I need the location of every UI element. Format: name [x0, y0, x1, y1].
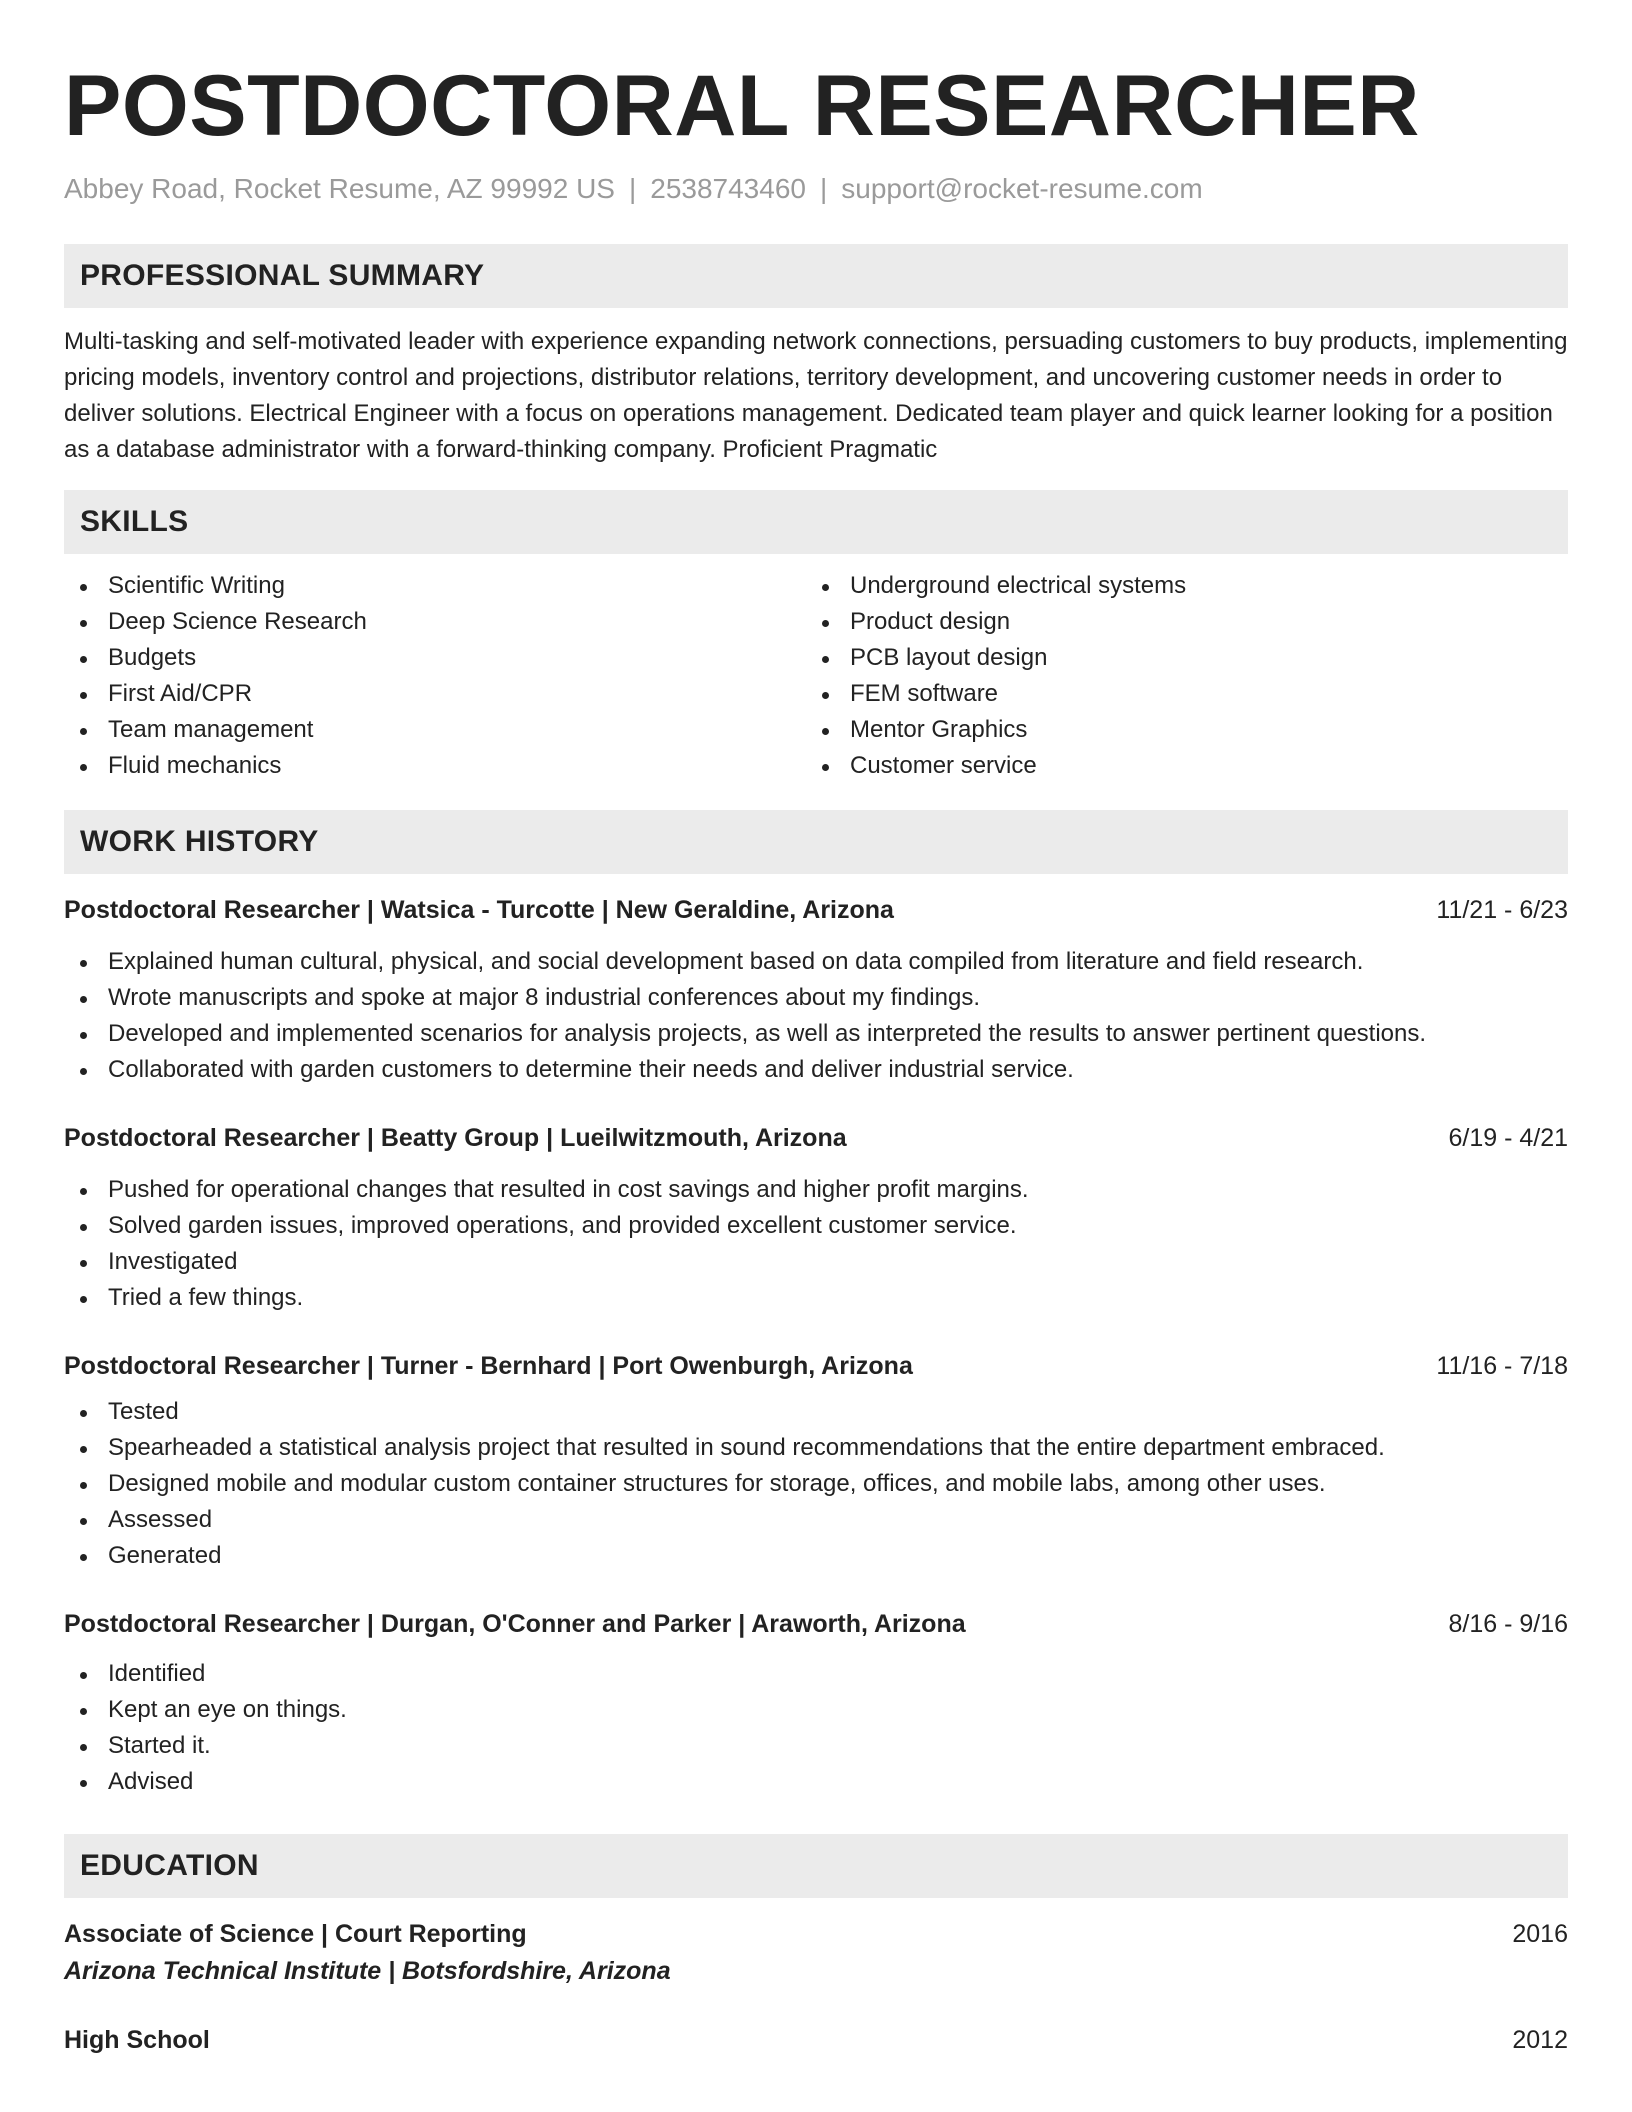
job-title: Postdoctoral Researcher | Watsica - Turcotte | New Geraldine, Arizona: [64, 896, 894, 924]
degree-title: Associate of Science | Court Reporting: [64, 1920, 527, 1948]
job-bullet: Developed and implemented scenarios for analysis projects, as well as interpreted the results to answer pertinent questions.: [64, 1016, 1568, 1052]
job-bullets: [64, 1394, 1568, 1574]
job-bullet: Tried a few things.: [64, 1280, 1568, 1316]
job-date: 8/16 - 9/16: [1448, 1610, 1568, 1638]
skills-list: [64, 568, 1568, 784]
job-title: Postdoctoral Researcher | Durgan, O'Conner and Parker | Araworth, Arizona: [64, 1610, 966, 1638]
job-entry: [64, 1120, 1568, 1316]
skill-item: Scientific Writing: [64, 568, 806, 604]
education-entry: [64, 1916, 1568, 1990]
summary-section-header: [64, 244, 1568, 308]
skill-item: Fluid mechanics: [64, 748, 806, 784]
job-header: [64, 892, 1568, 928]
skill-item: Customer service: [806, 748, 1548, 784]
job-header: [64, 1120, 1568, 1156]
contact-phone: 2538743460: [650, 173, 806, 204]
job-title: Postdoctoral Researcher | Turner - Bernhard | Port Owenburgh, Arizona: [64, 1352, 913, 1380]
job-bullets: [64, 944, 1568, 1088]
education-header: [64, 1916, 1568, 1952]
contact-address: Abbey Road, Rocket Resume, AZ 99992 US: [64, 173, 615, 204]
education-year: 2012: [1512, 2026, 1568, 2054]
job-entry: [64, 1606, 1568, 1800]
skill-item: PCB layout design: [806, 640, 1548, 676]
job-bullet: Explained human cultural, physical, and social development based on data compiled from literature and field research.: [64, 944, 1568, 980]
summary-text: Multi-tasking and self-motivated leader with experience expanding network connections, persuading customers to buy products, implementing pricing models, inventory control and projections, distributor relations, territory development, and uncovering customer needs in order to deliver solutions. Electrical Engineer with a focus on operations management. Dedicated team player and quick learner looking for a position as a database administrator with a forward-thinking company. Proficient Pragmatic: [64, 328, 1568, 463]
skill-item: Underground electrical systems: [806, 568, 1548, 604]
job-bullet: Spearheaded a statistical analysis project that resulted in sound recommendations that the entire department embraced.: [64, 1430, 1568, 1466]
work-section-header: [64, 810, 1568, 874]
job-date: 11/21 - 6/23: [1436, 896, 1568, 924]
education-header: [64, 2022, 1568, 2058]
job-bullet: Advised: [64, 1764, 1568, 1800]
job-entry: [64, 892, 1568, 1088]
degree-title: High School: [64, 2026, 210, 2054]
skills-section-header: [64, 490, 1568, 554]
education-year: 2016: [1512, 1920, 1568, 1948]
job-date: 6/19 - 4/21: [1448, 1124, 1568, 1152]
job-bullets: [64, 1172, 1568, 1316]
skill-item: Product design: [806, 604, 1548, 640]
job-bullet: Solved garden issues, improved operations, and provided excellent customer service.: [64, 1208, 1568, 1244]
job-header: [64, 1348, 1568, 1384]
job-bullet: Wrote manuscripts and spoke at major 8 industrial conferences about my findings.: [64, 980, 1568, 1016]
job-header: [64, 1606, 1568, 1642]
contact-line: [64, 172, 1568, 206]
skill-item: FEM software: [806, 676, 1548, 712]
job-bullet: Identified: [64, 1656, 1568, 1692]
contact-separator: |: [819, 173, 828, 204]
skill-item: First Aid/CPR: [64, 676, 806, 712]
job-bullet: Started it.: [64, 1728, 1568, 1764]
skill-item: Deep Science Research: [64, 604, 806, 640]
job-bullet: Tested: [64, 1394, 1568, 1430]
job-date: 11/16 - 7/18: [1436, 1352, 1568, 1380]
job-title: Postdoctoral Researcher | Beatty Group | Lueilwitzmouth, Arizona: [64, 1124, 847, 1152]
education-entry: [64, 2022, 1568, 2058]
work-heading: WORK HISTORY: [80, 825, 319, 858]
job-bullet: Pushed for operational changes that resulted in cost savings and higher profit margins.: [64, 1172, 1568, 1208]
summary-heading: PROFESSIONAL SUMMARY: [80, 259, 485, 292]
job-bullet: Kept an eye on things.: [64, 1692, 1568, 1728]
job-bullet: Designed mobile and modular custom container structures for storage, offices, and mobile labs, among other uses.: [64, 1466, 1568, 1502]
resume-name: POSTDOCTORAL RESEARCHER: [64, 58, 1420, 154]
skill-item: Mentor Graphics: [806, 712, 1548, 748]
job-bullets: [64, 1656, 1568, 1800]
education-section-header: [64, 1834, 1568, 1898]
job-entry: [64, 1348, 1568, 1574]
job-bullet: Assessed: [64, 1502, 1568, 1538]
education-heading: EDUCATION: [80, 1849, 259, 1882]
skills-column-left: [64, 568, 806, 784]
education-school: Arizona Technical Institute | Botsfordshire, Arizona: [64, 1957, 671, 1985]
contact-email: support@rocket-resume.com: [841, 173, 1203, 204]
resume-page: [64, 0, 1568, 2058]
job-bullet: Generated: [64, 1538, 1568, 1574]
skills-column-right: [806, 568, 1548, 784]
skill-item: Team management: [64, 712, 806, 748]
skills-heading: SKILLS: [80, 505, 189, 538]
job-bullet: Collaborated with garden customers to determine their needs and deliver industrial service.: [64, 1052, 1568, 1088]
job-bullet: Investigated: [64, 1244, 1568, 1280]
contact-separator: |: [628, 173, 637, 204]
skill-item: Budgets: [64, 640, 806, 676]
